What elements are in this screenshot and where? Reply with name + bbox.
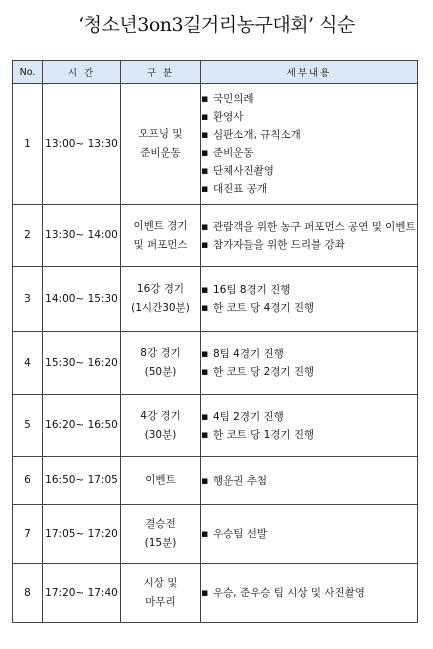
row-number: 6 bbox=[13, 457, 43, 505]
detail-item: ▪ 우승팀 선발 bbox=[201, 525, 417, 543]
row-category bbox=[121, 84, 201, 205]
header-category: 구 분 bbox=[121, 61, 201, 84]
detail-item: ▪ 4팀 2경기 진행 bbox=[201, 408, 417, 426]
detail-item: ▪ 단체사진촬영 bbox=[201, 162, 417, 180]
row-number: 3 bbox=[13, 267, 43, 332]
category-line: 오프닝 및 bbox=[138, 128, 183, 140]
row-number: 4 bbox=[13, 332, 43, 395]
row-details bbox=[201, 395, 418, 457]
row-details bbox=[201, 505, 418, 564]
row-number: 1 bbox=[13, 84, 43, 205]
table-row bbox=[13, 457, 418, 505]
category-line: 이벤트 경기 bbox=[133, 219, 188, 232]
detail-list bbox=[201, 281, 417, 317]
detail-list bbox=[201, 525, 417, 543]
detail-item: ▪ 대진표 공개 bbox=[201, 180, 417, 198]
category-line: 준비운동 bbox=[140, 147, 181, 159]
table-body bbox=[13, 84, 418, 623]
category-line: 8강 경기 bbox=[140, 347, 181, 359]
table-row bbox=[13, 332, 418, 395]
category-line: 결승전 bbox=[145, 518, 176, 530]
detail-item: ▪ 참가자들을 위한 드리블 강좌 bbox=[201, 236, 417, 254]
row-category bbox=[121, 395, 201, 457]
detail-list bbox=[201, 218, 417, 254]
row-time: 17:20~ 17:40 bbox=[43, 564, 121, 623]
category-line: 이벤트 bbox=[145, 474, 176, 486]
header-detail: 세부내용 bbox=[201, 61, 418, 84]
detail-item: ▪ 한 코트 당 4경기 진행 bbox=[201, 299, 417, 317]
category-line: 및 퍼포먼스 bbox=[133, 238, 188, 251]
row-details bbox=[201, 84, 418, 205]
detail-list bbox=[201, 90, 417, 198]
header-time: 시 간 bbox=[43, 61, 121, 84]
detail-list bbox=[201, 584, 417, 602]
category-line: 4강 경기 bbox=[140, 409, 181, 422]
table-row bbox=[13, 267, 418, 332]
category-line: (50분) bbox=[144, 366, 177, 378]
table-header-row bbox=[13, 61, 418, 84]
table-row bbox=[13, 505, 418, 564]
table-row bbox=[13, 84, 418, 205]
row-number: 5 bbox=[13, 395, 43, 457]
detail-item: ▪ 16팀 8경기 진행 bbox=[201, 281, 417, 299]
row-category bbox=[121, 205, 201, 267]
detail-list bbox=[201, 472, 417, 490]
row-category bbox=[121, 267, 201, 332]
row-number: 2 bbox=[13, 205, 43, 267]
category-line: (30분) bbox=[144, 428, 177, 441]
category-line: (15분) bbox=[144, 537, 177, 549]
detail-item: ▪ 국민의례 bbox=[201, 90, 417, 108]
page-title: ‘청소년3on3길거리농구대회’ 식순 bbox=[78, 14, 355, 36]
row-details bbox=[201, 457, 418, 505]
row-category bbox=[121, 505, 201, 564]
row-category bbox=[121, 564, 201, 623]
table-row bbox=[13, 205, 418, 267]
table-row bbox=[13, 395, 418, 457]
row-time: 14:00~ 15:30 bbox=[43, 267, 121, 332]
row-time: 15:30~ 16:20 bbox=[43, 332, 121, 395]
detail-item: ▪ 한 코트 당 2경기 진행 bbox=[201, 363, 417, 381]
category-line: 16강 경기 bbox=[136, 283, 185, 295]
row-time: 13:00~ 13:30 bbox=[43, 84, 121, 205]
detail-item: ▪ 한 코트 당 1경기 진행 bbox=[201, 426, 417, 444]
row-category bbox=[121, 457, 201, 505]
detail-item: ▪ 심판소개, 규칙소개 bbox=[201, 126, 417, 144]
detail-item: ▪ 8팀 4경기 진행 bbox=[201, 345, 417, 363]
header-no: No. bbox=[13, 61, 43, 84]
row-time: 16:50~ 17:05 bbox=[43, 457, 121, 505]
category-line: (1시간30분) bbox=[131, 302, 190, 314]
detail-item: ▪ 행운권 추첨 bbox=[201, 472, 417, 490]
detail-list bbox=[201, 408, 417, 444]
row-time: 17:05~ 17:20 bbox=[43, 505, 121, 564]
table-row bbox=[13, 564, 418, 623]
detail-item: ▪ 관람객을 위한 농구 퍼포먼스 공연 및 이벤트 bbox=[201, 218, 417, 236]
row-details bbox=[201, 332, 418, 395]
row-details bbox=[201, 205, 418, 267]
detail-item: ▪ 환영사 bbox=[201, 108, 417, 126]
detail-list bbox=[201, 345, 417, 381]
row-time: 13:30~ 14:00 bbox=[43, 205, 121, 267]
row-category bbox=[121, 332, 201, 395]
row-number: 8 bbox=[13, 564, 43, 623]
detail-item: ▪ 준비운동 bbox=[201, 144, 417, 162]
row-details bbox=[201, 267, 418, 332]
row-time: 16:20~ 16:50 bbox=[43, 395, 121, 457]
schedule-table bbox=[12, 60, 418, 623]
category-line: 마무리 bbox=[145, 596, 176, 608]
detail-item: ▪ 우승, 준우승 팀 시상 및 사진촬영 bbox=[201, 584, 417, 602]
row-details bbox=[201, 564, 418, 623]
row-number: 7 bbox=[13, 505, 43, 564]
category-line: 시상 및 bbox=[143, 577, 178, 589]
